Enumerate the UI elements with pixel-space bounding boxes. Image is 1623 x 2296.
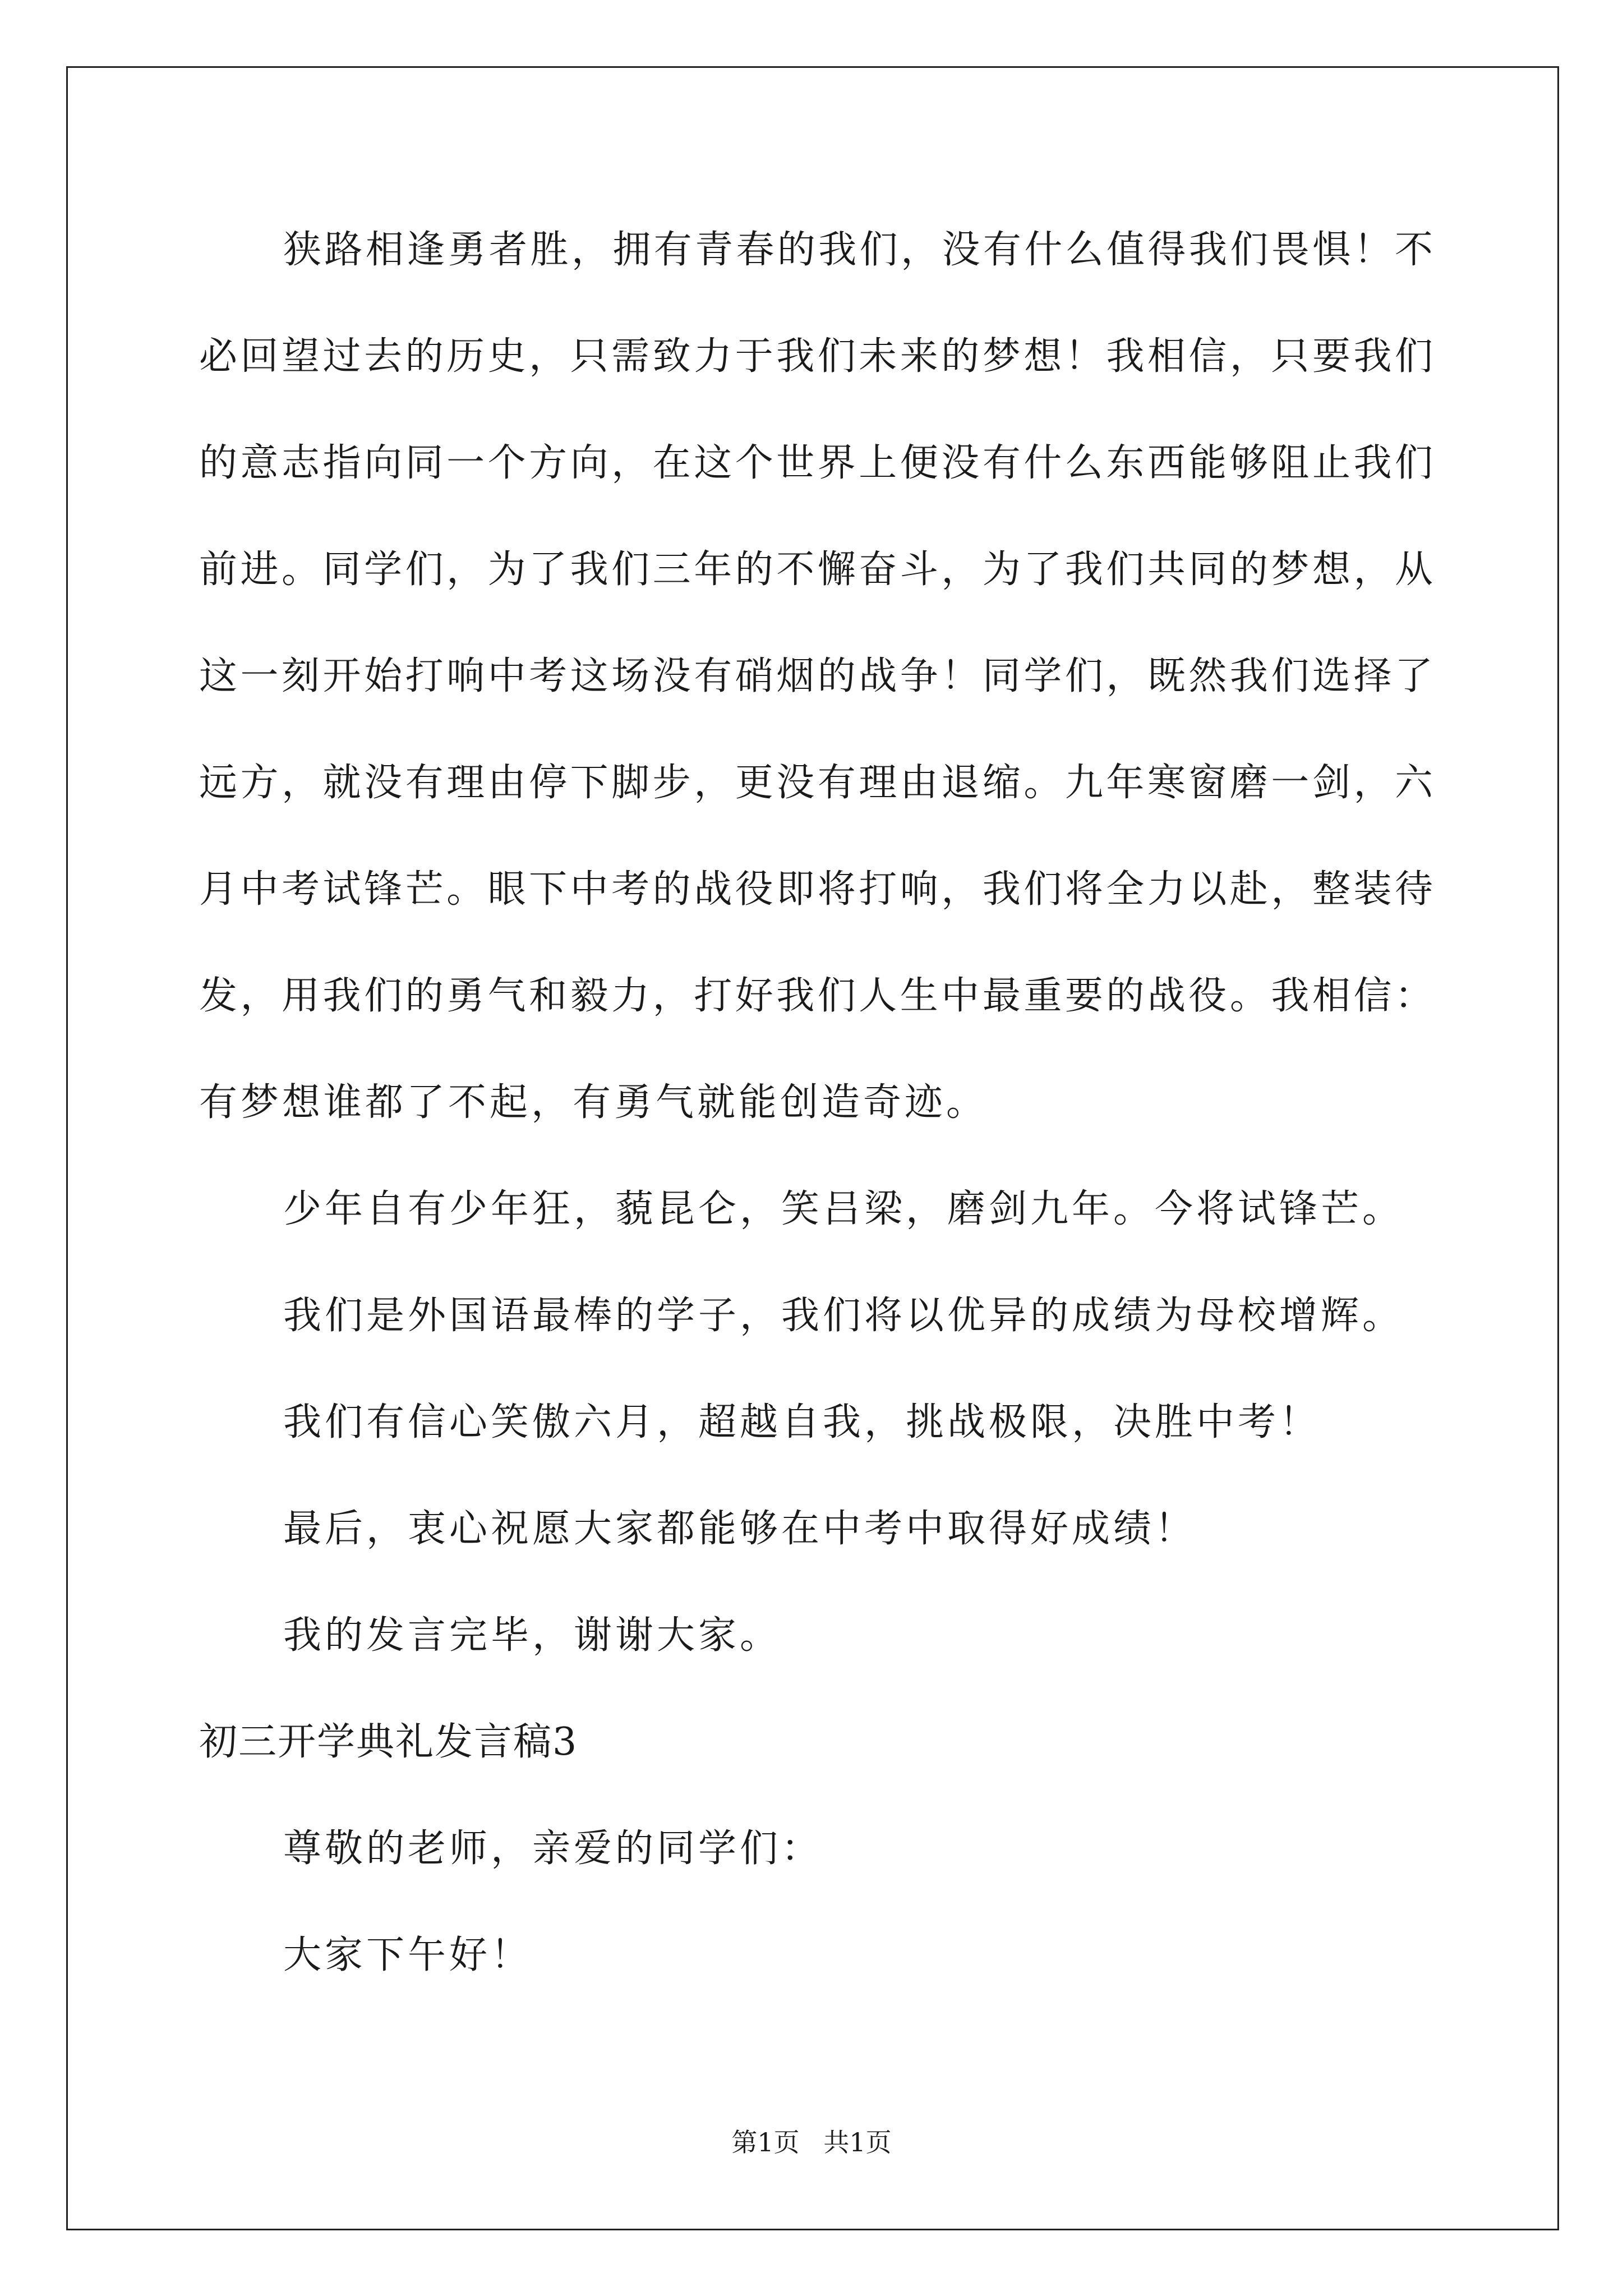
page-total: 共1页: [823, 2127, 892, 2157]
paragraph-line: 尊敬的老师，亲爱的同学们：: [283, 1826, 823, 1871]
paragraph-line: 这一刻开始打响中考这场没有硝烟的战争！同学们，既然我们选择了: [199, 654, 1433, 698]
paragraph-line: 的意志指向同一个方向，在这个世界上便没有什么东西能够阻止我们: [199, 441, 1433, 485]
paragraph-line: 狭路相逢勇者胜，拥有青春的我们，没有什么值得我们畏惧！不: [283, 228, 1433, 272]
paragraph-line: 少年自有少年狂，藐昆仑，笑吕梁，磨剑九年。今将试锋芒。: [283, 1187, 1404, 1231]
paragraph-line: 必回望过去的历史，只需致力于我们未来的梦想！我相信，只要我们: [199, 334, 1433, 379]
paragraph-line: 我的发言完毕，谢谢大家。: [283, 1613, 782, 1658]
paragraph-line: 我们有信心笑傲六月，超越自我，挑战极限，决胜中考！: [283, 1400, 1321, 1444]
section-heading: 初三开学典礼发言稿3: [199, 1720, 578, 1764]
paragraph-line: 发，用我们的勇气和毅力，打好我们人生中最重要的战役。我相信：: [199, 974, 1433, 1018]
page-footer: [0, 2129, 1623, 2155]
paragraph-line: 远方，就没有理由停下脚步，更没有理由退缩。九年寒窗磨一剑，六: [199, 761, 1433, 805]
paragraph-line: 月中考试锋芒。眼下中考的战役即将打响，我们将全力以赴，整装待: [199, 867, 1433, 912]
page-border: [66, 66, 1559, 2230]
paragraph-line: 我们是外国语最棒的学子，我们将以优异的成绩为母校增辉。: [283, 1294, 1404, 1338]
paragraph-line: 大家下午好！: [283, 1933, 533, 1977]
paragraph-line: 前进。同学们，为了我们三年的不懈奋斗，为了我们共同的梦想，从: [199, 547, 1433, 592]
paragraph-line: 最后，衷心祝愿大家都能够在中考中取得好成绩！: [283, 1507, 1197, 1551]
page-number: 第1页: [731, 2127, 800, 2157]
paragraph-line: 有梦想谁都了不起，有勇气就能创造奇迹。: [199, 1080, 988, 1125]
